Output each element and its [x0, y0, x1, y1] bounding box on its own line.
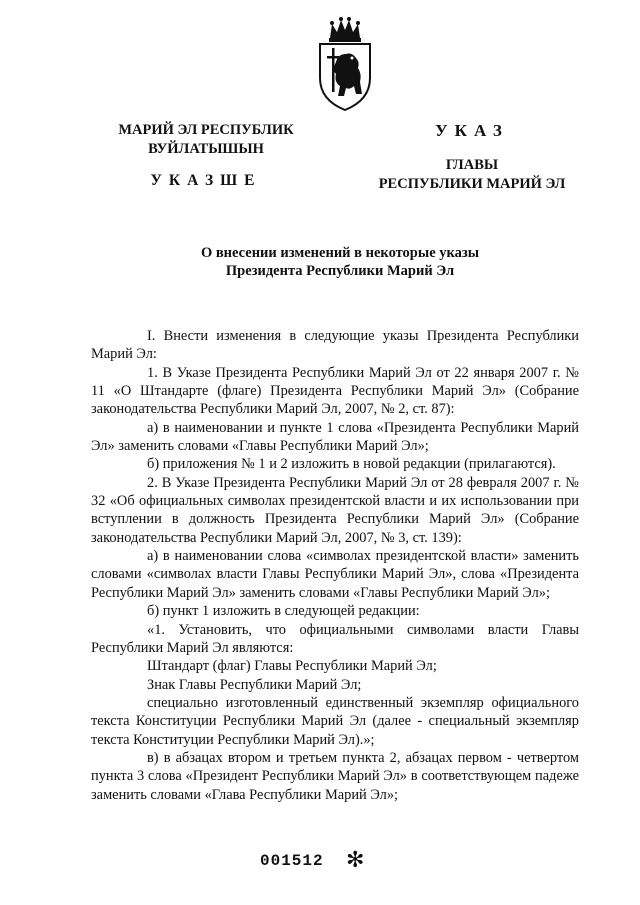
header-right: [360, 121, 584, 194]
header-left-line2: ВУЙЛАТЫШЫН: [148, 141, 264, 157]
paragraph: а) в наименовании и пункте 1 слова «Президента Республики Марий Эл» заменить словами «Главы Республики Марий Эл»;: [91, 419, 579, 455]
title-line1: О внесении изменений в некоторые указы: [200, 245, 480, 261]
document-number: 001512: [260, 852, 324, 870]
paragraph: в) в абзацах втором и третьем пункта 2, абзацах первом - четвертом пункта 3 слова «Президент Республики Марий Эл» в соответствующем падеже заменить словами «Глава Республики Марий Эл»;: [91, 749, 579, 803]
paragraph: б) приложения № 1 и 2 изложить в новой редакции (прилагаются).: [147, 456, 556, 473]
paragraph: Штандарт (флаг) Главы Республики Марий Эл;: [147, 658, 437, 675]
header-right-line2: ГЛАВЫ: [445, 157, 499, 173]
paragraph: Знак Главы Республики Марий Эл;: [147, 676, 362, 693]
coat-of-arms-icon: [316, 16, 374, 112]
paragraph: а) в наименовании слова «символах президентской власти» заменить словами «символах власти Главы Республики Марий Эл», слова «Президента Республики Марий Эл» заменить словами «Главы Республики Марий Эл»;: [91, 548, 579, 601]
header-right-line3: РЕСПУБЛИКИ МАРИЙ ЭЛ: [378, 176, 566, 192]
header-left: [100, 121, 312, 190]
document-body: [91, 327, 579, 804]
paragraph: б) пункт 1 изложить в следующей редакции:: [147, 603, 420, 620]
paragraph: 1. В Указе Президента Республики Марий Эл от 22 января 2007 г. № 11 «О Штандарте (флаге) Президента Республики Марий Эл» (Собрание законодательства Республики Марий Эл, 2007, № 2, ст. 87):: [91, 364, 579, 418]
paragraph: «1. Установить, что официальными символами власти Главы Республики Марий Эл являются:: [91, 621, 579, 656]
header-right-line1: УКАЗ: [435, 121, 509, 140]
paragraph: специально изготовленный единственный экземпляр официального текста Конституции Республики Марий Эл (далее - специальный экземпляр текста Конституции Республики Марий Эл).»;: [91, 694, 579, 748]
title-line2: Президента Республики Марий Эл: [225, 263, 455, 279]
paragraph: 2. В Указе Президента Республики Марий Эл от 28 февраля 2007 г. № 32 «Об официальных символах президентской власти и их использовании при вступлении в должность Президента Республики Марий Эл» (Собрание законодательства Республики Марий Эл, 2007, № 3, ст. 139):: [91, 474, 579, 546]
header-left-line3: УКАЗШЕ: [150, 172, 262, 189]
paragraph: I. Внести изменения в следующие указы Президента Республики Марий Эл:: [91, 328, 579, 363]
document-title: [120, 244, 560, 280]
header-left-line1: МАРИЙ ЭЛ РЕСПУБЛИК: [118, 122, 294, 138]
asterisk-mark: ✻: [346, 848, 365, 873]
